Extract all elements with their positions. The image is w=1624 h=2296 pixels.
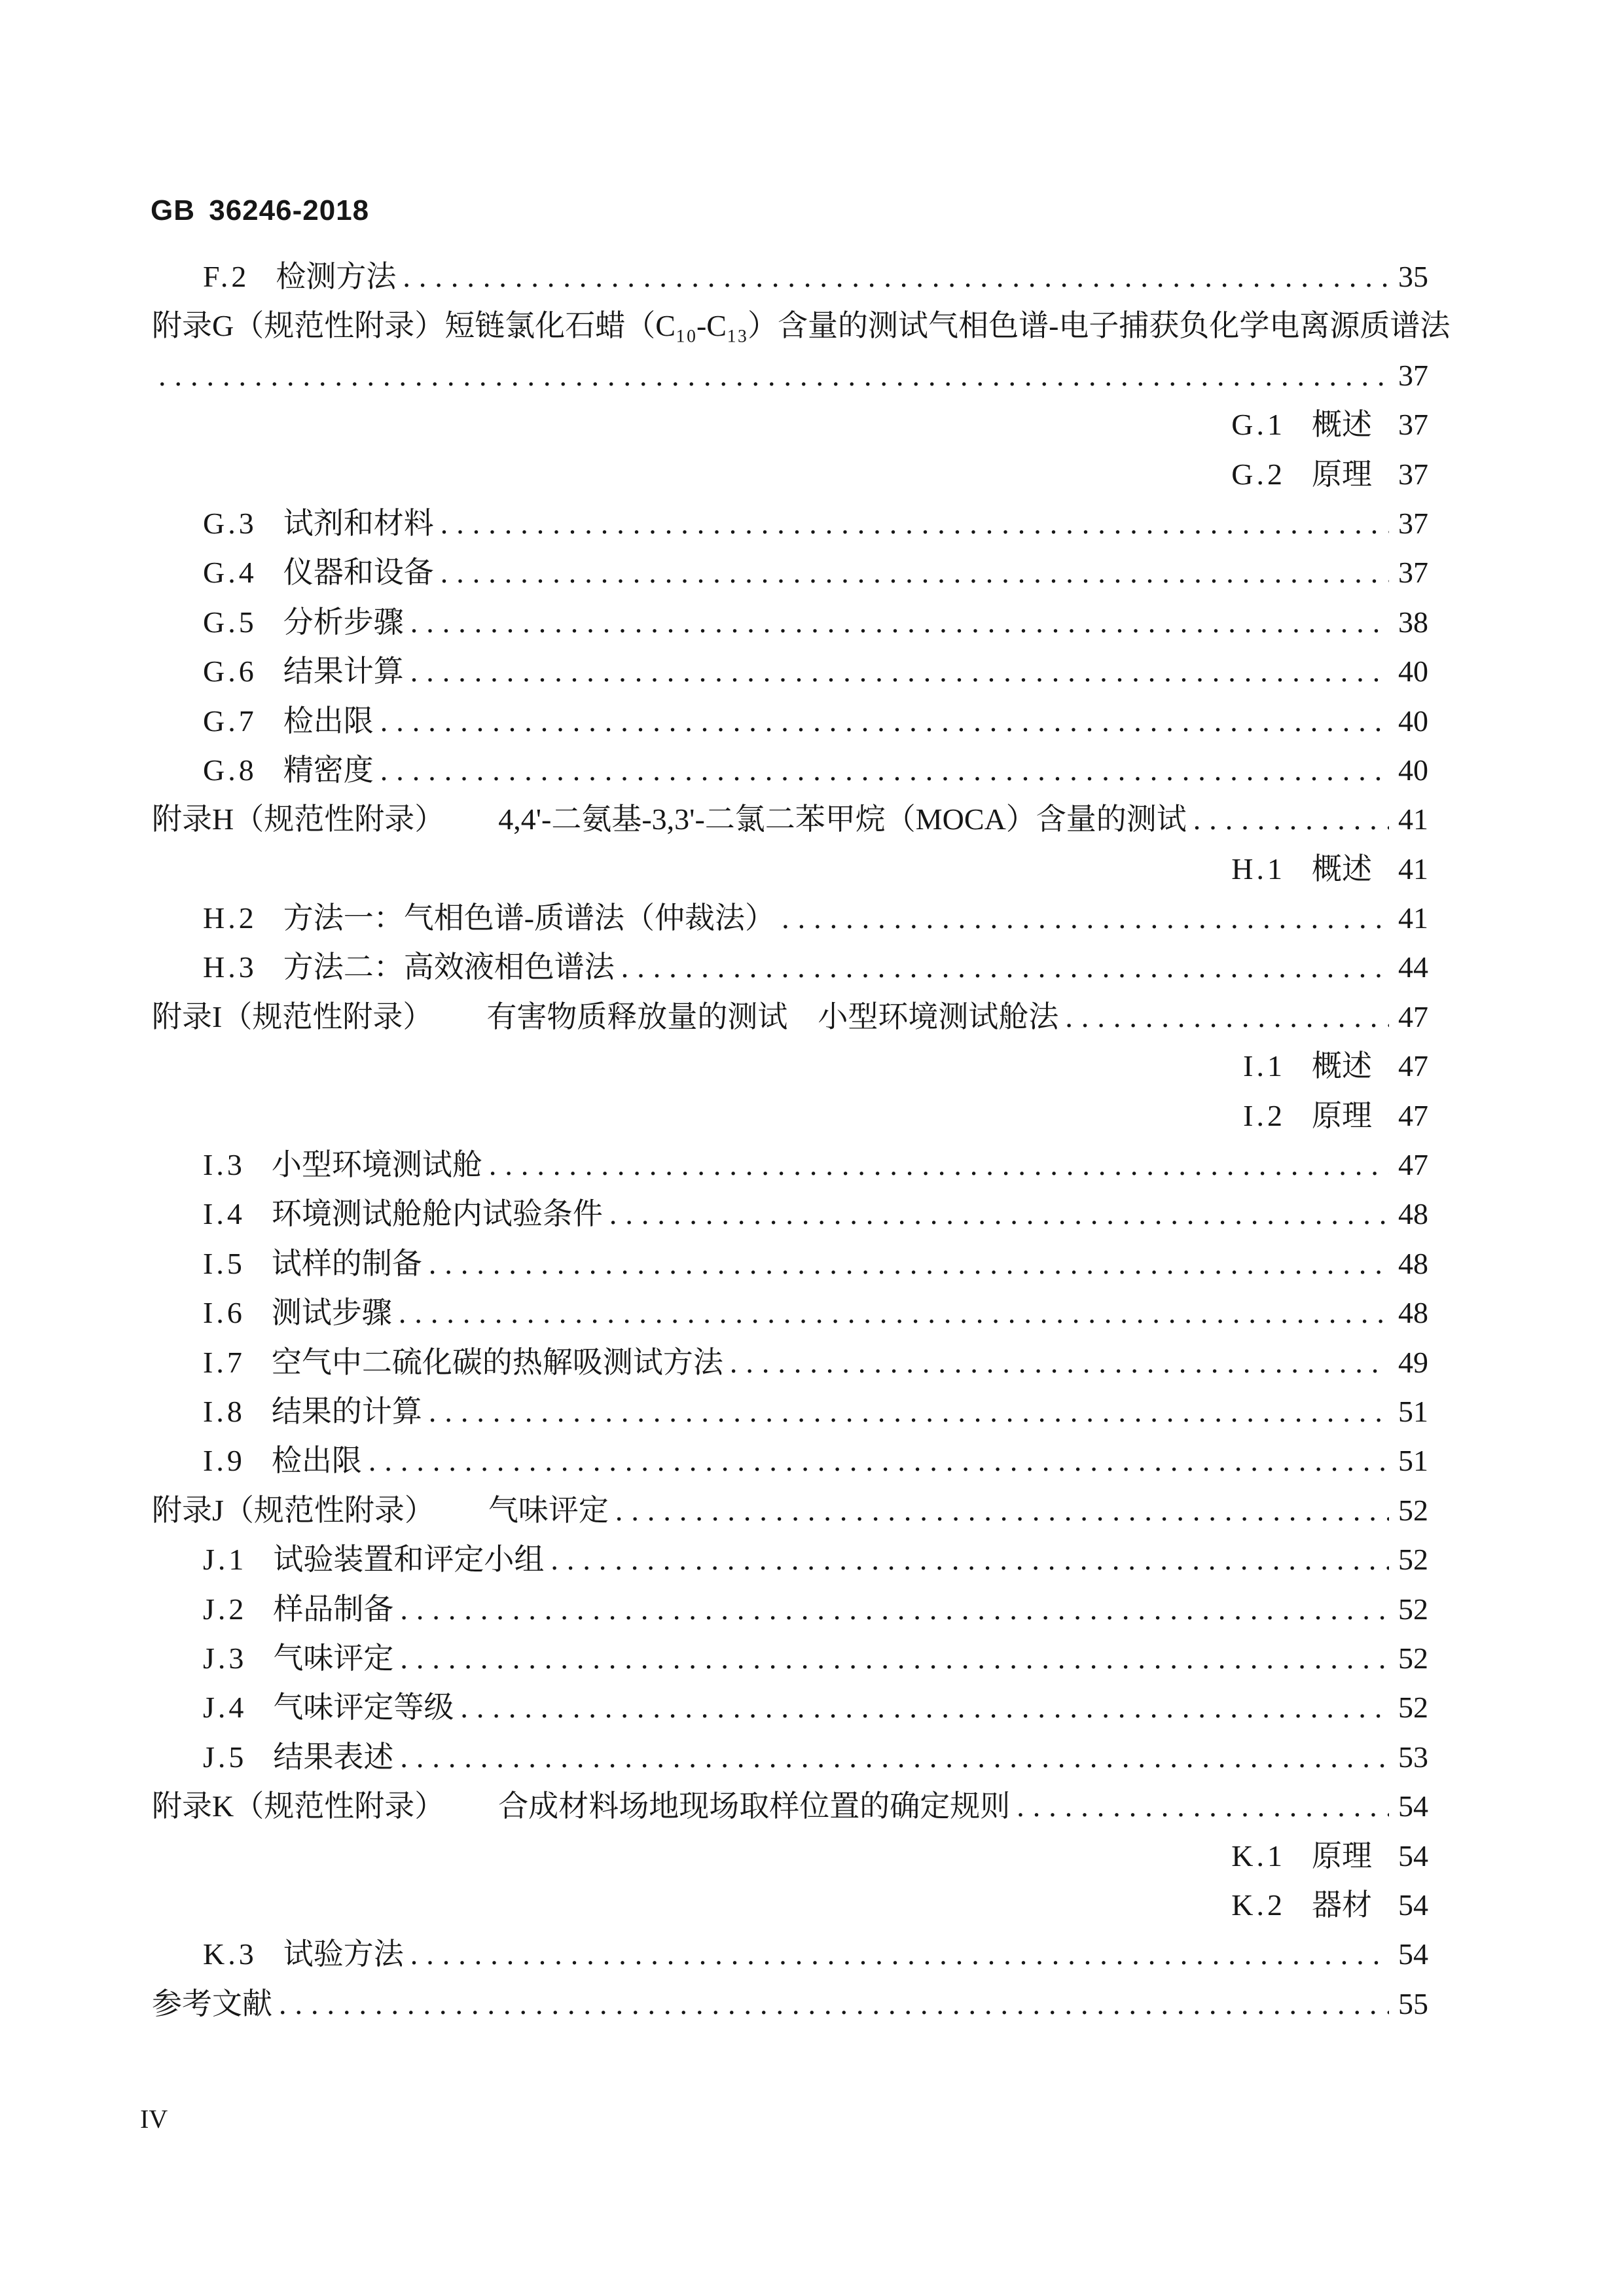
dot-leader (441, 499, 1389, 548)
dot-leader (615, 1486, 1389, 1535)
toc-entry (152, 1683, 1428, 1732)
entry-title: 气味评定 (488, 1493, 609, 1527)
entry-title: 仪器和设备 (283, 556, 434, 590)
entry-number: F.2 (203, 260, 250, 293)
entry-number: G.8 (203, 753, 257, 787)
entry-page: 48 (1398, 1197, 1428, 1231)
entry-title: 方法二：高效液相色谱法 (283, 950, 615, 984)
entry-number: J.4 (203, 1691, 247, 1725)
document-code: GB 36246-2018 (151, 194, 370, 226)
entry-number: G.5 (203, 605, 257, 639)
entry-title: 试验方法 (283, 1937, 404, 1971)
dot-leader (460, 1683, 1389, 1732)
toc-entry (152, 1091, 1428, 1140)
appendix-label: 附录H（规范性附录） (152, 802, 445, 836)
dot-leader (441, 548, 1389, 597)
entry-title: 环境测试舱舱内试验条件 (271, 1197, 603, 1231)
toc-entry (152, 1880, 1428, 1929)
toc-entry (152, 992, 1428, 1041)
entry-number: G.4 (203, 556, 257, 590)
dot-leader (399, 1288, 1389, 1337)
entry-page: 37 (1398, 556, 1428, 590)
entry-number: G.1 (1231, 408, 1286, 442)
entry-page: 48 (1398, 1296, 1428, 1330)
entry-title: 原理 (1312, 1098, 1372, 1132)
toc-entry (152, 1732, 1428, 1782)
entry-number: I.7 (203, 1345, 245, 1379)
entry-number: H.3 (203, 950, 257, 984)
dot-leader (380, 696, 1389, 745)
dot-leader (621, 942, 1389, 992)
entry-page: 54 (1398, 1789, 1428, 1823)
entry-number: G.2 (1231, 457, 1286, 491)
entry-page: 47 (1398, 999, 1428, 1033)
entry-title: 气味评定等级 (273, 1691, 454, 1725)
entry-title: 试剂和材料 (283, 506, 434, 540)
entry-page: 53 (1398, 1740, 1428, 1774)
appendix-label: 附录K（规范性附录） (152, 1789, 445, 1823)
entry-page: 41 (1398, 852, 1428, 886)
entry-number: G.6 (203, 655, 257, 689)
entry-number: I.5 (203, 1246, 245, 1280)
entry-page: 51 (1398, 1394, 1428, 1428)
toc-entry (152, 400, 1428, 449)
toc-entry (152, 1929, 1428, 1979)
toc-entry (152, 1535, 1428, 1584)
entry-title: 方法一：气相色谱-质谱法（仲裁法） (283, 901, 776, 935)
entry-title: 器材 (1312, 1888, 1372, 1922)
entry-page: 41 (1398, 802, 1428, 836)
appendix-title-left: 附录G（规范性附录）短链氯化石蜡（C₁₀-C₁₃）含量的测试 (152, 309, 929, 343)
entry-page: 40 (1398, 655, 1428, 689)
dot-leader (410, 647, 1389, 696)
entry-page: 41 (1398, 901, 1428, 935)
toc-entry (152, 1831, 1428, 1880)
toc-entry (152, 499, 1428, 548)
entry-title: 空气中二硫化碳的热解吸测试方法 (271, 1345, 723, 1379)
entry-page: 47 (1398, 1098, 1428, 1132)
entry-title: 检测方法 (276, 260, 397, 293)
appendix-label: 附录I（规范性附录） (152, 999, 433, 1033)
entry-title: 测试步骤 (271, 1296, 392, 1330)
entry-page: 37 (1398, 457, 1428, 491)
toc-entry (152, 1486, 1428, 1535)
toc-entry (152, 1288, 1428, 1337)
entry-number: J.1 (203, 1543, 247, 1577)
toc-entry (152, 1634, 1428, 1683)
dot-leader (410, 1929, 1389, 1979)
entry-page: 40 (1398, 704, 1428, 738)
entry-number: I.8 (203, 1394, 245, 1428)
appendix-title-right: 气相色谱-电子捕获负化学电离源质谱法 (928, 309, 1451, 343)
entry-number: K.1 (1231, 1839, 1286, 1873)
dot-leader (1017, 1782, 1389, 1831)
entry-title: 参考文献 (152, 1986, 272, 2020)
toc-entry (152, 696, 1428, 745)
entry-number: I.1 (1243, 1049, 1286, 1083)
dot-leader (400, 1732, 1389, 1782)
toc-entry (152, 1239, 1428, 1288)
entry-number: I.4 (203, 1197, 245, 1231)
entry-number: J.5 (203, 1740, 247, 1774)
entry-number: K.3 (203, 1937, 257, 1971)
toc-entry (152, 1189, 1428, 1238)
toc-entry (152, 1436, 1428, 1485)
entry-page: 54 (1398, 1888, 1428, 1922)
entry-page: 54 (1398, 1937, 1428, 1971)
entry-title: 概述 (1312, 408, 1372, 442)
dot-leader (489, 1140, 1389, 1189)
entry-page: 55 (1398, 1986, 1428, 2020)
toc-entry (152, 893, 1428, 942)
entry-title: 概述 (1312, 1049, 1372, 1083)
entry-page: 49 (1398, 1345, 1428, 1379)
entry-number: I.9 (203, 1444, 245, 1478)
entry-number: H.2 (203, 901, 257, 935)
entry-title: 样品制备 (273, 1592, 394, 1626)
entry-page: 54 (1398, 1839, 1428, 1873)
entry-title: 分析步骤 (283, 605, 404, 639)
entry-title: 原理 (1312, 457, 1372, 491)
entry-title: 结果计算 (283, 655, 404, 689)
entry-page: 47 (1398, 1148, 1428, 1182)
toc-entry (152, 351, 1428, 400)
toc-entry (152, 548, 1428, 597)
toc-entry (152, 795, 1428, 844)
entry-number: I.6 (203, 1296, 245, 1330)
entry-page: 52 (1398, 1641, 1428, 1675)
dot-leader (1065, 992, 1389, 1041)
entry-title: 4,4'-二氨基-3,3'-二氯二苯甲烷（MOCA）含量的测试 (498, 802, 1187, 836)
entry-title: 气味评定 (273, 1641, 394, 1675)
entry-title: 小型环境测试舱 (271, 1148, 482, 1182)
toc-entry (152, 745, 1428, 795)
toc-entry (152, 942, 1428, 992)
dot-leader (279, 1979, 1389, 2028)
dot-leader (550, 1535, 1389, 1584)
entry-page: 52 (1398, 1691, 1428, 1725)
entry-page: 52 (1398, 1493, 1428, 1527)
toc-entry (152, 1782, 1428, 1831)
dot-leader (380, 745, 1389, 795)
entry-page: 52 (1398, 1592, 1428, 1626)
toc-entry (152, 252, 1428, 301)
entry-number: G.7 (203, 704, 257, 738)
entry-title: 有害物质释放量的测试 小型环境测试舱法 (486, 999, 1059, 1033)
dot-leader (730, 1338, 1389, 1387)
entry-page: 40 (1398, 753, 1428, 787)
entry-title: 原理 (1312, 1839, 1372, 1873)
entry-title: 结果表述 (273, 1740, 394, 1774)
entry-number: J.2 (203, 1592, 247, 1626)
entry-page: 37 (1398, 358, 1428, 392)
entry-number: H.1 (1231, 852, 1286, 886)
entry-number: G.3 (203, 506, 257, 540)
entry-page: 47 (1398, 1049, 1428, 1083)
page-number: IV (140, 2104, 168, 2134)
toc-entry (152, 1585, 1428, 1634)
entry-page: 37 (1398, 506, 1428, 540)
toc-entry (152, 844, 1428, 893)
dot-leader (429, 1239, 1389, 1288)
dot-leader (429, 1387, 1389, 1436)
entry-title: 检出限 (271, 1444, 362, 1478)
entry-number: I.2 (1243, 1098, 1286, 1132)
dot-leader (782, 893, 1389, 942)
toc-entry (152, 1140, 1428, 1189)
entry-page: 38 (1398, 605, 1428, 639)
dot-leader (400, 1585, 1389, 1634)
entry-title: 合成材料场地现场取样位置的确定规则 (498, 1789, 1011, 1823)
table-of-contents (152, 252, 1451, 2028)
entry-page: 44 (1398, 950, 1428, 984)
entry-number: K.2 (1231, 1888, 1286, 1922)
entry-title: 检出限 (283, 704, 374, 738)
entry-title: 结果的计算 (271, 1394, 422, 1428)
entry-number: J.3 (203, 1641, 247, 1675)
entry-page: 52 (1398, 1543, 1428, 1577)
entry-page: 35 (1398, 260, 1428, 293)
entry-page: 37 (1398, 408, 1428, 442)
appendix-label: 附录J（规范性附录） (152, 1493, 435, 1527)
dot-leader (410, 598, 1389, 647)
entry-title: 精密度 (283, 753, 374, 787)
entry-title: 概述 (1312, 852, 1372, 886)
entry-page: 48 (1398, 1246, 1428, 1280)
entry-title: 试样的制备 (271, 1246, 422, 1280)
dot-leader (1193, 795, 1389, 844)
toc-entry (152, 450, 1428, 499)
toc-entry (152, 647, 1428, 696)
dot-leader (369, 1436, 1389, 1485)
toc-entry (152, 1979, 1428, 2028)
entry-title: 试验装置和评定小组 (273, 1543, 545, 1577)
toc-entry (152, 598, 1428, 647)
toc-entry (152, 1338, 1428, 1387)
entry-page: 51 (1398, 1444, 1428, 1478)
entry-number: I.3 (203, 1148, 245, 1182)
toc-entry (152, 1387, 1428, 1436)
dot-leader (158, 351, 1389, 400)
toc-entry (152, 1041, 1428, 1090)
dot-leader (403, 252, 1389, 301)
dot-leader (400, 1634, 1389, 1683)
dot-leader (609, 1189, 1389, 1238)
toc-entry (152, 301, 1451, 350)
